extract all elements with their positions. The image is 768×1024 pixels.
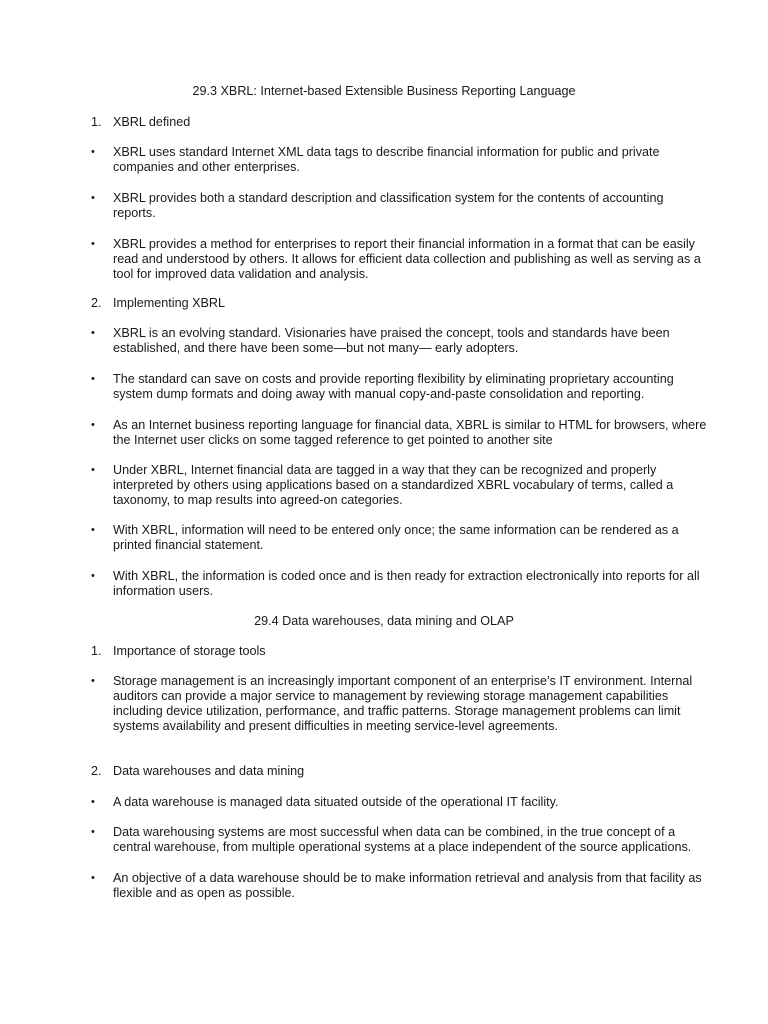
bullet-icon: • [91,570,95,582]
list-item: A data warehouse is managed data situated outside of the operational IT facility. [113,795,559,809]
bullet-icon: • [91,327,95,339]
list-item: XBRL provides a method for enterprises to report their financial information in a format that can be easily read and understood by others. It allows for efficient data collection and publishing as well as serving as a tool for improved data validation and analysis. [113,237,701,281]
bullet-icon: • [91,192,95,204]
bullet-icon: • [91,872,95,884]
subsection-title-xbrl-defined: XBRL defined [113,115,191,129]
bullet-icon: • [91,826,95,838]
list-item: With XBRL, information will need to be entered only once; the same information can be rendered as a printed financial statement. [113,523,679,552]
list-item: An objective of a data warehouse should be to make information retrieval and analysis from that facility as flexible and as open as possible. [113,871,702,900]
list-item: XBRL provides both a standard description and classification system for the contents of accounting reports. [113,191,664,220]
list-item: With XBRL, the information is coded once and is then ready for extraction electronically into reports for all information users. [113,569,700,598]
list-item: Storage management is an increasingly important component of an enterprise’s IT environment. Internal auditors can provide a major service to management by reviewing storage management capabilities including device utilization, performance, and traffic patterns. Storage management problems can limit systems availability and present difficulties in meeting service-level agreements. [113,674,693,733]
subsection-title-storage-tools: Importance of storage tools [113,644,266,658]
section-heading-xbrl: 29.3 XBRL: Internet-based Extensible Business Reporting Language [192,84,576,98]
list-item: As an Internet business reporting language for financial data, XBRL is similar to HTML for browsers, where the Internet user clicks on some tagged reference to get pointed to another site [113,418,707,447]
list-item: Under XBRL, Internet financial data are tagged in a way that they can be recognized and properly interpreted by others using applications based on a standardized XBRL vocabulary of terms, called a taxonomy, to map results into agreed-on categories. [113,463,674,507]
list-number: 2. [91,296,102,310]
bullet-icon: • [91,238,95,250]
section-heading-data-warehouses: 29.4 Data warehouses, data mining and OLAP [254,614,514,628]
bullet-icon: • [91,464,95,476]
list-number: 1. [91,115,102,129]
bullet-icon: • [91,796,95,808]
list-number: 2. [91,764,102,778]
list-item: The standard can save on costs and provide reporting flexibility by eliminating proprietary accounting system dump formats and doing away with manual copy-and-paste consolidation and reporting. [113,372,674,401]
list-item: Data warehousing systems are most successful when data can be combined, in the true concept of a central warehouse, from multiple operational systems at a place independent of the source applications. [113,825,692,854]
bullet-icon: • [91,146,95,158]
list-item: XBRL is an evolving standard. Visionaries have praised the concept, tools and standards have been established, and there have been some—but not many— early adopters. [113,326,670,355]
list-number: 1. [91,644,102,658]
bullet-icon: • [91,675,95,687]
list-item: XBRL uses standard Internet XML data tags to describe financial information for public and private companies and other enterprises. [113,145,660,174]
bullet-icon: • [91,524,95,536]
bullet-icon: • [91,419,95,431]
subsection-title-data-warehouses: Data warehouses and data mining [113,764,305,778]
bullet-icon: • [91,373,95,385]
subsection-title-implementing-xbrl: Implementing XBRL [113,296,225,310]
